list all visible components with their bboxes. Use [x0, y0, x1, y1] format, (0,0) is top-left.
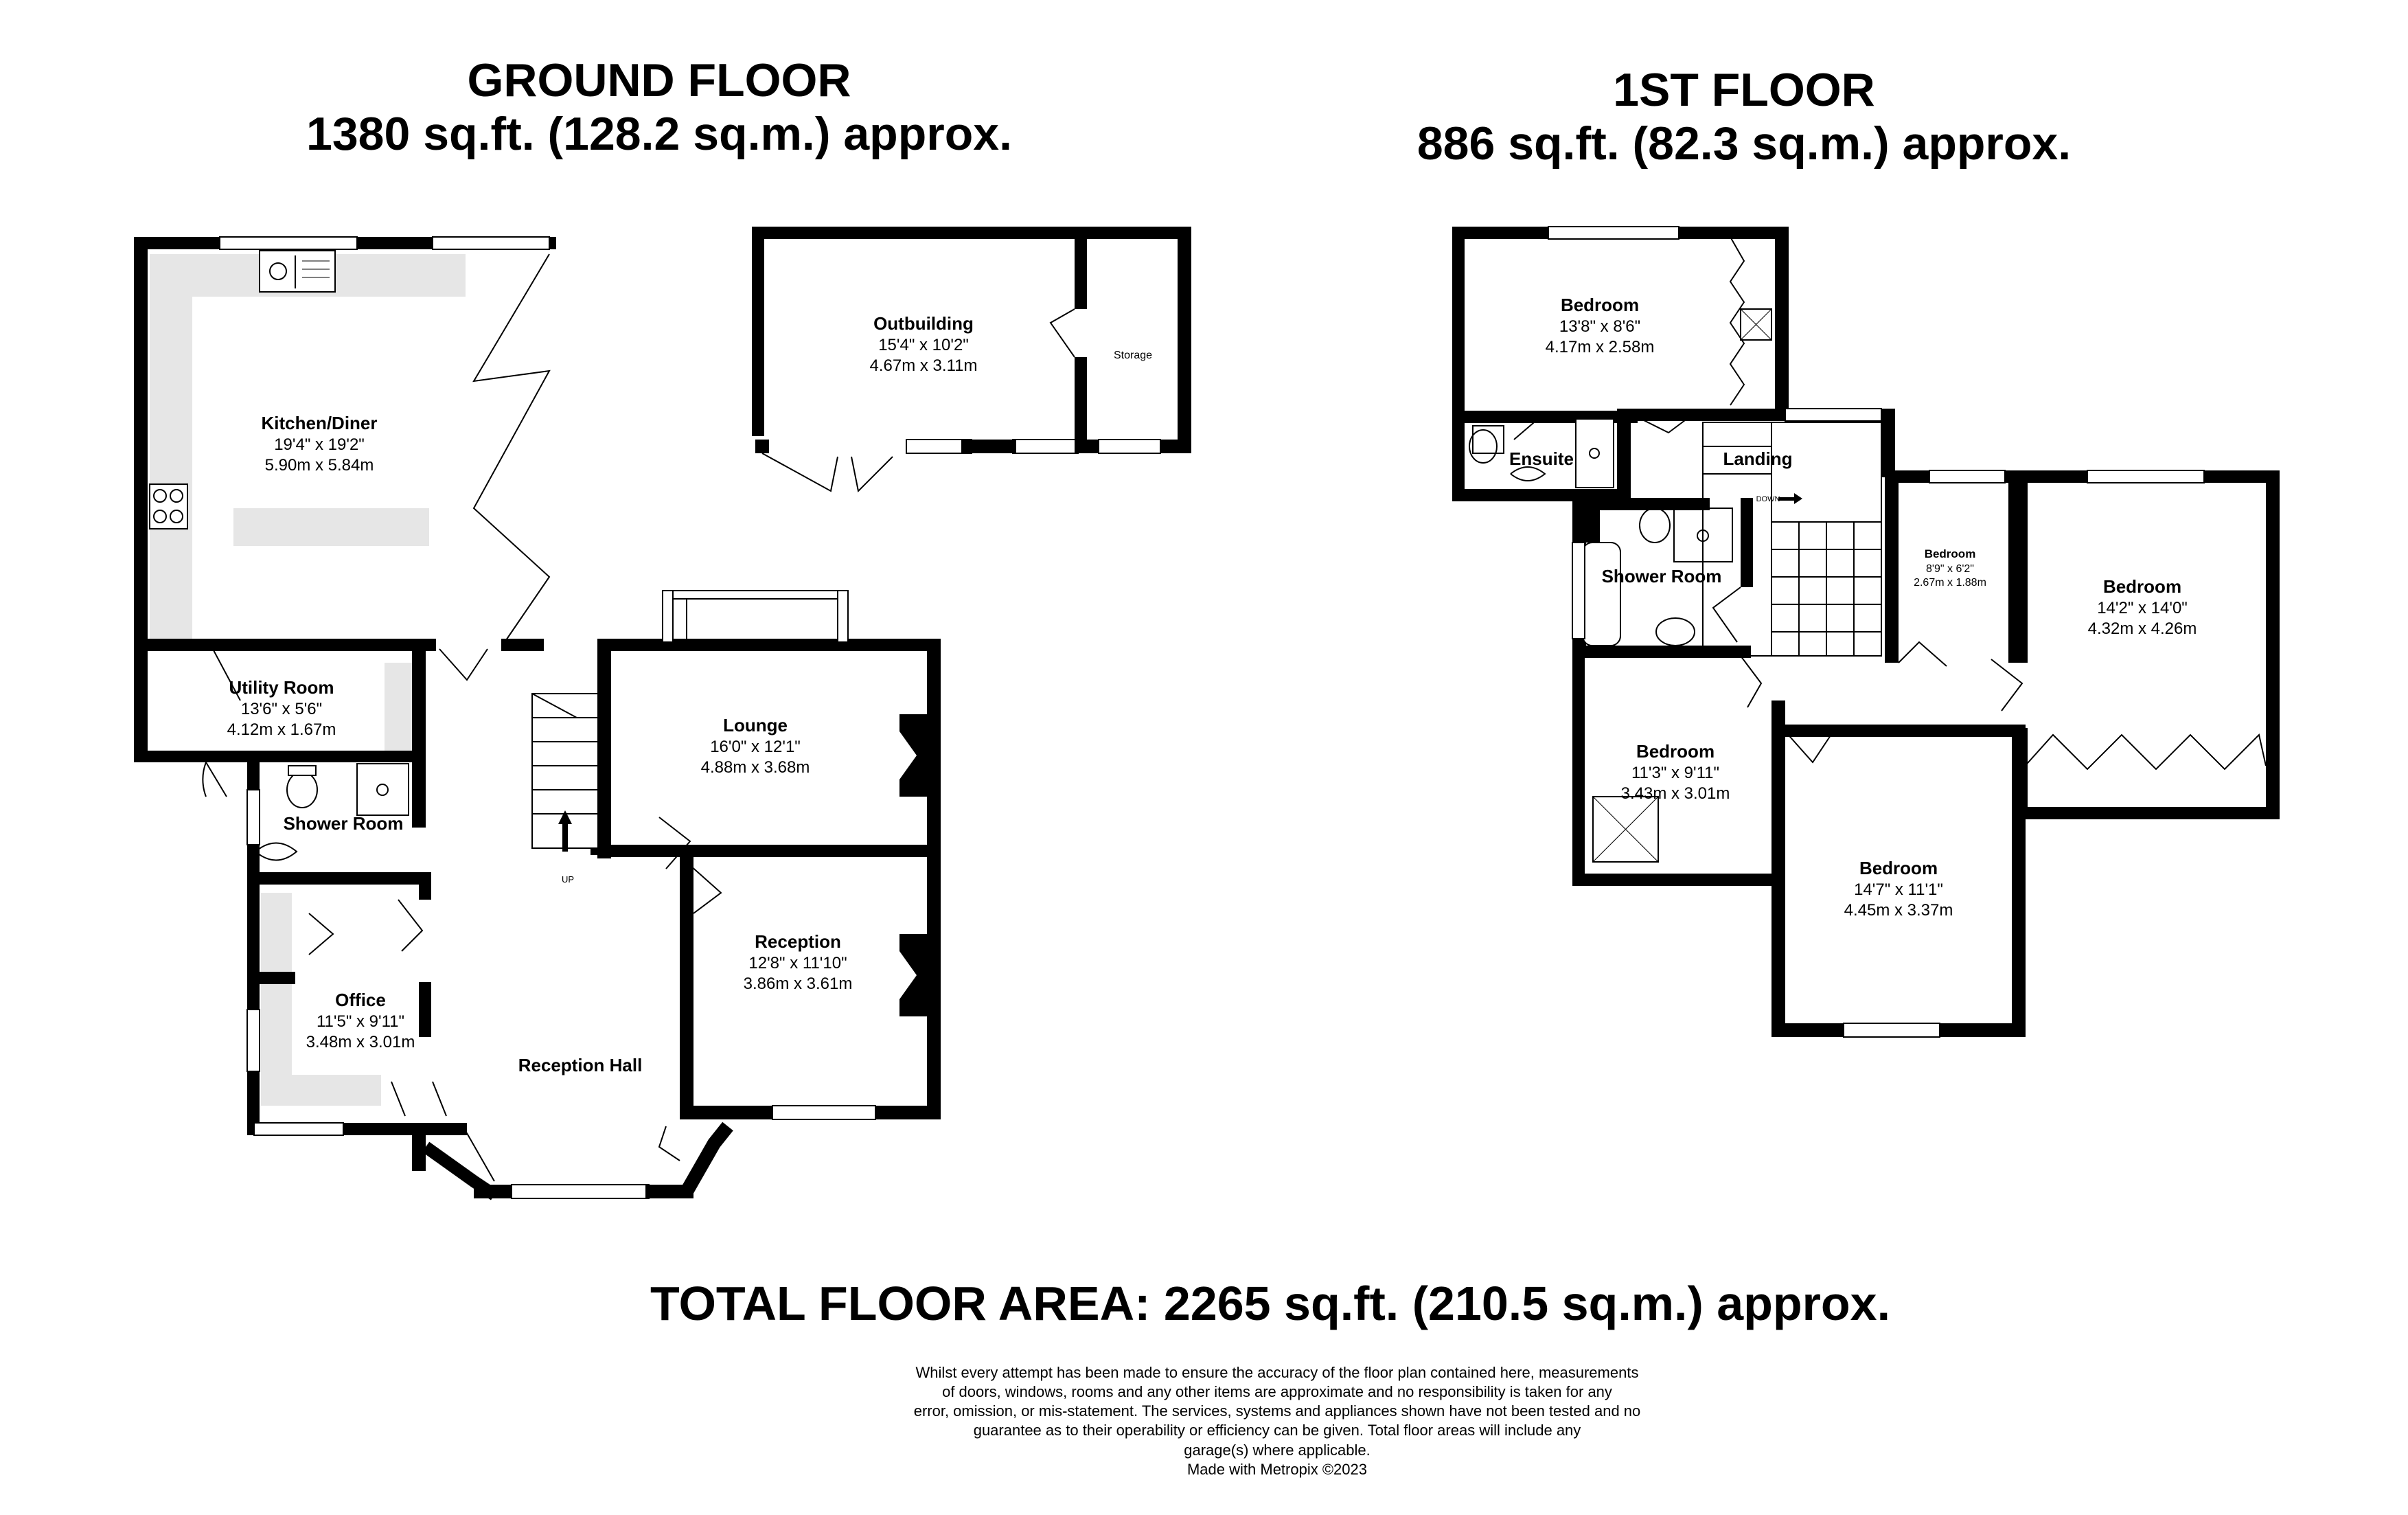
room-label-bedroom-right: Bedroom — [2102, 576, 2182, 597]
disclaimer-line: Whilst every attempt has been made to ensure the accuracy of the floor plan contained here, measurements — [915, 1364, 1639, 1381]
room-size-bedroom-small-metric: 2.67m x 1.88m — [1914, 577, 1986, 589]
room-label-storage: Storage — [1113, 350, 1153, 361]
room-label-bedroom-bottom: Bedroom — [1859, 858, 1938, 878]
ground-floor-area: 1380 sq.ft. (128.2 sq.m.) approx. — [306, 108, 1012, 161]
ground-stairs — [532, 694, 604, 852]
room-label-bedroom-top: Bedroom — [1560, 295, 1640, 315]
disclaimer-credit: Made with Metropix ©2023 — [1186, 1460, 1367, 1478]
room-label-reception: Reception — [755, 931, 841, 952]
room-size-outbuilding-metric: 4.67m x 3.11m — [869, 356, 978, 375]
room-size-reception-metric: 3.86m x 3.61m — [743, 975, 853, 993]
room-size-lounge-imperial: 16'0" x 12'1" — [710, 738, 801, 756]
room-label-bedroom-small: Bedroom — [1924, 547, 1976, 560]
room-size-kitchen-imperial: 19'4" x 19'2" — [274, 435, 365, 454]
room-labels — [227, 295, 2197, 1075]
room-size-outbuilding-imperial: 15'4" x 10'2" — [878, 336, 969, 354]
room-size-bedroom-bottom-imperial: 14'7" x 11'1" — [1854, 880, 1943, 899]
room-label-kitchen: Kitchen/Diner — [261, 413, 378, 433]
room-size-bedroom-left-metric: 3.43m x 3.01m — [1620, 784, 1730, 803]
room-size-bedroom-left-imperial: 11'3" x 9'11" — [1631, 764, 1720, 782]
room-label-lounge: Lounge — [723, 715, 788, 736]
room-size-reception-imperial: 12'8" x 11'10" — [748, 954, 847, 972]
room-label-shower-room-ground: Shower Room — [283, 813, 404, 834]
room-label-office: Office — [335, 990, 386, 1010]
room-size-bedroom-small-imperial: 8'9" x 6'2" — [1926, 563, 1974, 575]
first-floor-area: 886 sq.ft. (82.3 sq.m.) approx. — [1417, 117, 2072, 170]
room-label-landing: Landing — [1723, 448, 1793, 469]
room-size-utility-metric: 4.12m x 1.67m — [227, 720, 336, 739]
room-size-kitchen-metric: 5.90m x 5.84m — [264, 456, 374, 475]
room-size-utility-imperial: 13'6" x 5'6" — [240, 700, 323, 718]
room-label-shower-room-first: Shower Room — [1601, 566, 1722, 586]
room-label-utility: Utility Room — [229, 677, 334, 698]
room-size-office-imperial: 11'5" x 9'11" — [316, 1012, 405, 1031]
room-label-bedroom-left: Bedroom — [1636, 741, 1715, 762]
disclaimer-line: garage(s) where applicable. — [1184, 1441, 1371, 1459]
ground-floor-title: GROUND FLOOR — [467, 54, 851, 106]
room-size-office-metric: 3.48m x 3.01m — [306, 1033, 415, 1051]
total-floor-area: TOTAL FLOOR AREA: 2265 sq.ft. (210.5 sq.m.) approx. — [650, 1277, 1891, 1330]
room-size-bedroom-bottom-metric: 4.45m x 3.37m — [1844, 901, 1953, 920]
stair-label-down: DOWN — [1756, 495, 1780, 503]
disclaimer — [790, 1363, 1765, 1479]
room-size-lounge-metric: 4.88m x 3.68m — [700, 758, 810, 777]
room-size-bedroom-top-metric: 4.17m x 2.58m — [1545, 338, 1655, 356]
room-size-bedroom-top-imperial: 13'8" x 8'6" — [1559, 317, 1641, 336]
room-label-ensuite: Ensuite — [1509, 448, 1574, 469]
room-size-bedroom-right-metric: 4.32m x 4.26m — [2087, 619, 2197, 638]
first-floor-title: 1ST FLOOR — [1613, 64, 1875, 116]
stair-label-up: UP — [561, 874, 575, 885]
room-size-bedroom-right-imperial: 14'2" x 14'0" — [2097, 599, 2188, 617]
disclaimer-line: error, omission, or mis-statement. The services, systems and appliances shown have not been tested and no — [913, 1402, 1641, 1420]
room-label-reception-hall: Reception Hall — [518, 1055, 643, 1075]
disclaimer-line: guarantee as to their operability or efficiency can be given. Total floor areas will include any — [973, 1422, 1581, 1439]
disclaimer-line: of doors, windows, rooms and any other items are approximate and no responsibility is taken for any — [942, 1383, 1612, 1401]
room-label-outbuilding: Outbuilding — [873, 313, 974, 334]
